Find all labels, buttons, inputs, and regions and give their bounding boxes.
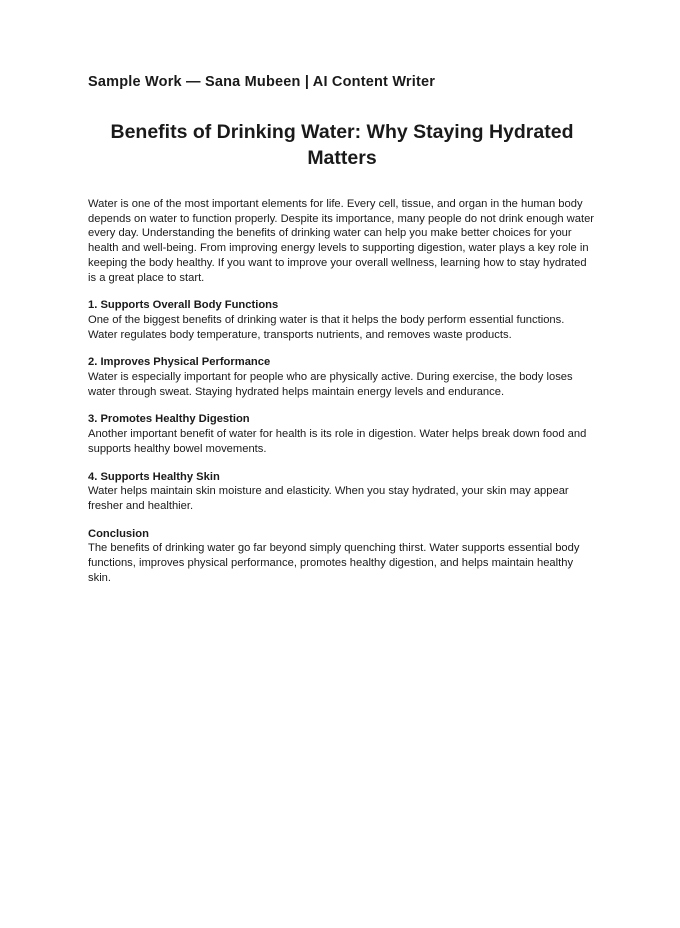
section-heading: 3. Promotes Healthy Digestion <box>88 413 250 426</box>
section-body: Another important benefit of water for health is its role in digestion. Water helps break down food and supports healthy bowel movements. <box>88 428 587 455</box>
article-title: Benefits of Drinking Water: Why Staying Hydrated Matters <box>110 121 574 169</box>
section-healthy-digestion <box>88 412 596 456</box>
section-body: Water is especially important for people who are physically active. During exercise, the body loses water through sweat. Staying hydrated helps maintain energy levels and endurance. <box>88 371 573 398</box>
section-body-functions <box>88 298 596 342</box>
section-heading: 2. Improves Physical Performance <box>88 356 271 369</box>
section-body: Water helps maintain skin moisture and elasticity. When you stay hydrated, your skin may appear fresher and healthier. <box>88 485 569 512</box>
section-heading: Conclusion <box>88 527 149 540</box>
section-body: The benefits of drinking water go far beyond simply quenching thirst. Water supports essential body functions, improves physical performance, promotes healthy digestion, and helps maintain healthy skin. <box>88 542 580 584</box>
section-conclusion <box>88 527 596 586</box>
intro-paragraph: Water is one of the most important elements for life. Every cell, tissue, and organ in the human body depends on water to function properly. Despite its importance, many people do not drink enough water every day. Understanding the benefits of drinking water can help you make better choices for your health and well-being. From improving energy levels to supporting digestion, water plays a key role in keeping the body healthy. If you want to improve your overall wellness, learning how to stay hydrated is a great place to start. <box>88 198 595 284</box>
document-page <box>88 72 596 598</box>
section-healthy-skin <box>88 470 596 514</box>
section-body: One of the biggest benefits of drinking water is that it helps the body perform essential functions. Water regulates body temperature, transports nutrients, and removes waste products. <box>88 313 565 341</box>
section-heading: 4. Supports Healthy Skin <box>88 470 220 483</box>
section-physical-performance <box>88 355 596 399</box>
author-header: Sample Work — Sana Mubeen | AI Content Writer <box>88 74 436 90</box>
section-heading: 1. Supports Overall Body Functions <box>88 299 279 312</box>
